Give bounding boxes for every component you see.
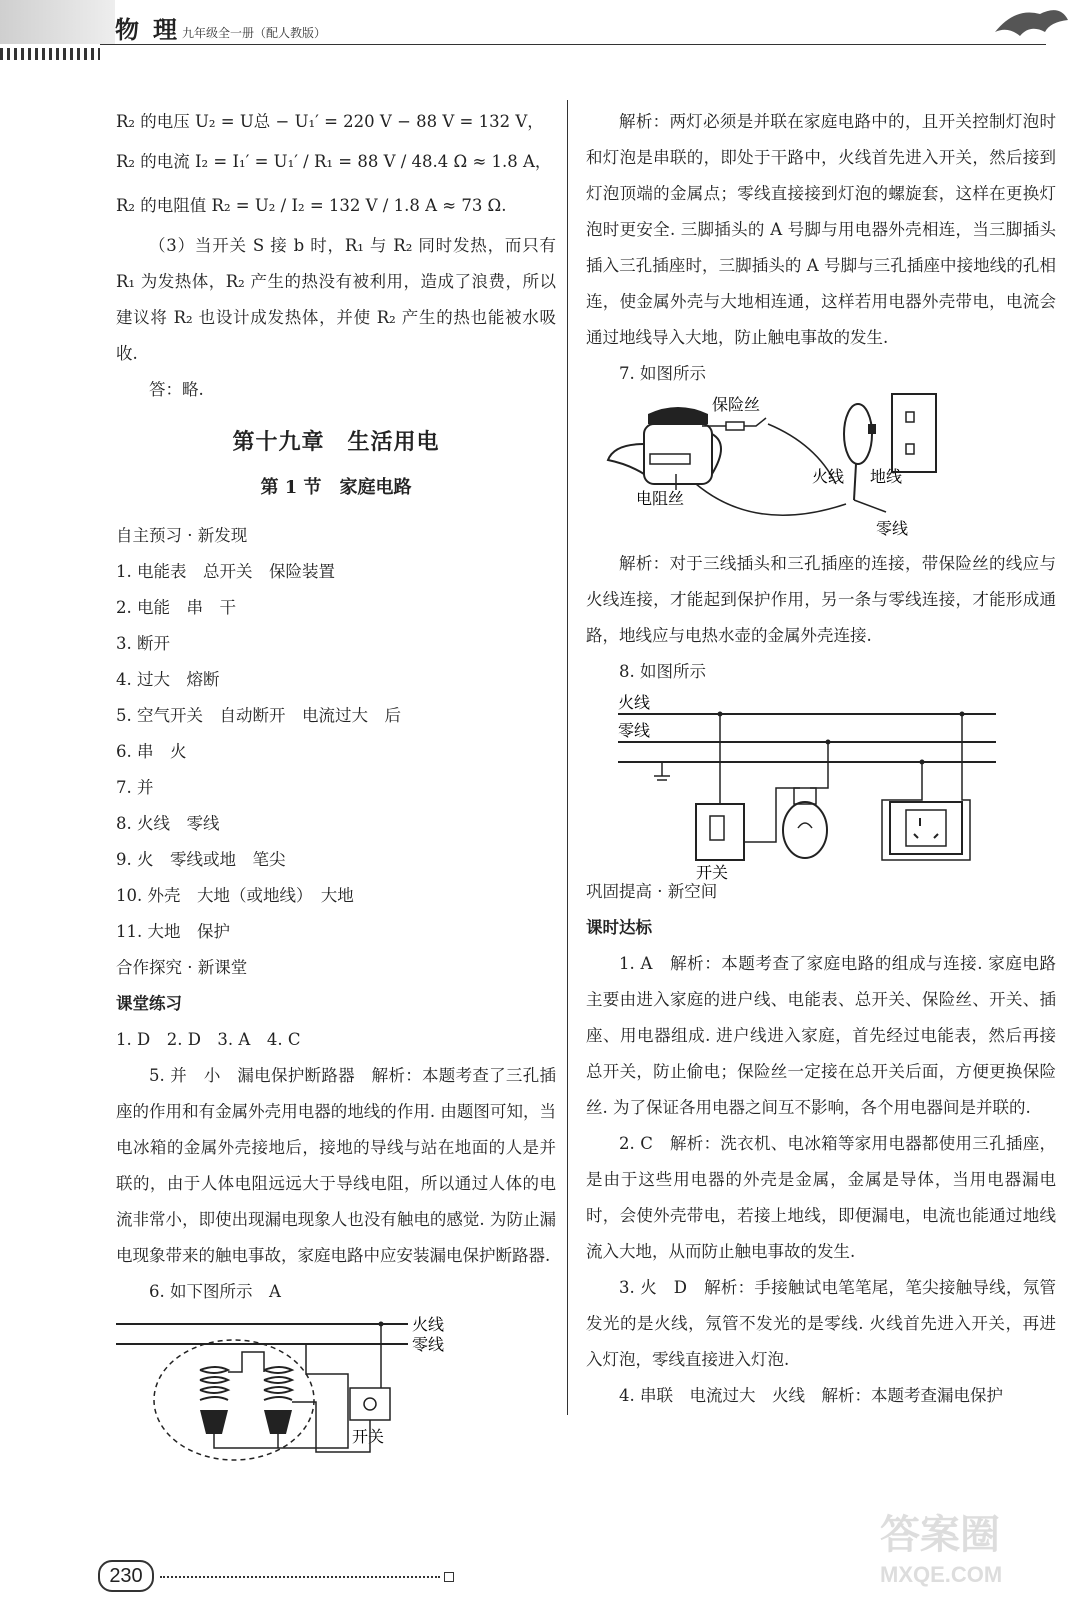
consolidate-title: 巩固提高 · 新空间 (586, 882, 718, 901)
page-header (0, 0, 1086, 60)
fig7-resistor-label: 电阻丝 (636, 489, 685, 508)
right-column (586, 104, 1056, 1414)
page-number: 230 (98, 1560, 154, 1592)
fig7-neutral-label: 零线 (876, 519, 909, 538)
subject-subtitle: 九年级全一册（配人教版） (182, 26, 327, 40)
ground-symbol (654, 762, 670, 780)
footer-dots (160, 1576, 440, 1578)
page-footer (98, 1560, 454, 1592)
watermark-sub: MXQE.COM (880, 1562, 1003, 1587)
list-item: 3. 断开 (116, 634, 170, 653)
subject-title: 物理 (115, 15, 191, 44)
watermark (880, 1515, 1002, 1595)
preview-title: 自主预习 · 新发现 (116, 526, 248, 545)
fig7-live-label: 火线 (812, 467, 845, 486)
list-item: 1. 电能表 总开关 保险装置 (116, 562, 335, 581)
question-8: 8. 如图所示 (619, 662, 706, 681)
fig7-ground-label: 地线 (870, 467, 903, 486)
footer-square (444, 1572, 454, 1582)
header-ticks (0, 48, 100, 60)
list-item: 2. 电能 串 干 (116, 598, 236, 617)
figure-7-kettle (586, 394, 1056, 544)
header-rule (100, 44, 1046, 45)
chapter-title: 第十九章 生活用电 (232, 429, 440, 455)
list-item: 7. 并 (116, 778, 154, 797)
list-item: 8. 火线 零线 (116, 814, 220, 833)
lesson-title: 课时达标 (586, 918, 652, 937)
left-column (116, 104, 556, 1474)
formula-line-1: R₂ 的电压 U₂ = U总 − U₁′ = 220 V − 88 V = 132 V， (116, 112, 544, 131)
section-title: 第 1 节 家庭电路 (260, 477, 412, 498)
paragraph-3: （3）当开关 S 接 b 时，R₁ 与 R₂ 同时发热，而只有 R₁ 为发热体，R₂ 产生的热没有被利用，造成了浪费，所以建议将 R₂ 也设计成发热体，并使 R₂ 产生的热也能被水吸收. (116, 236, 556, 363)
formula-line-2: R₂ 的电流 I₂ = I₁′ = U₁′ / R₁ = 88 V / 48.4 Ω ≈ 1.8 A， (116, 152, 552, 171)
socket-icon (890, 802, 962, 854)
header-gray-band (0, 0, 115, 44)
fig6-neutral-label: 零线 (412, 1335, 445, 1354)
figure-6-circuit (116, 1312, 556, 1472)
fig6-live-label: 火线 (412, 1315, 445, 1334)
figure-8-circuit (586, 692, 1056, 882)
analysis-7: 解析：对于三线插头和三孔插座的连接，带保险丝的线应与火线连接，才能起到保护作用，另一条与零线连接，才能形成通路，地线应与电热水壶的金属外壳连接. (586, 554, 1056, 645)
question-6: 6. 如下图所示 A (149, 1282, 281, 1301)
bulb-icon (200, 1367, 228, 1434)
list-item: 5. 空气开关 自动断开 电流过大 后 (116, 706, 401, 725)
fig8-live-label: 火线 (618, 693, 651, 712)
list-item: 6. 串 火 (116, 742, 187, 761)
list-item: 9. 火 零线或地 笔尖 (116, 850, 286, 869)
fig7-fuse-label: 保险丝 (712, 395, 761, 414)
answer-line: 答：略. (149, 380, 204, 399)
answer-r2: 2. C 解析：洗衣机、电冰箱等家用电器都使用三孔插座，是由于这些用电器的外壳是金属，金属是导体，当用电器漏电时，会使外壳带电，若接上地线，即便漏电，电流也能通过地线流入大地，从而防止触电事故的发生. (586, 1134, 1056, 1261)
fig8-switch-label: 开关 (696, 863, 729, 882)
fig8-switch-box (696, 804, 744, 860)
list-item: 4. 过大 熔断 (116, 670, 220, 689)
bulb-icon (264, 1367, 292, 1434)
list-item: 11. 大地 保护 (116, 922, 230, 941)
column-divider (567, 100, 568, 1415)
formula-line-3: R₂ 的电阻值 R₂ = U₂ / I₂ = 132 V / 1.8 A ≈ 73 Ω. (116, 196, 507, 215)
bulb-icon (783, 788, 827, 858)
question-7: 7. 如图所示 (619, 364, 706, 383)
socket-icon (892, 394, 936, 472)
ginkgo-leaf-icon (990, 2, 1070, 42)
coop-title: 合作探究 · 新课堂 (116, 958, 248, 977)
question-5: 5. 并 小 漏电保护断路器 解析：本题考查了三孔插座的作用和有金属外壳用电器的地线的作用. 由题图可知，当电冰箱的金属外壳接地后，接地的导线与站在地面的人是并联的，由于人体电阻远远大于导线电阻，所以通过人体的电流非常小，即使出现漏电现象人也没有触电的感觉. 为防止漏电现象带来的触电事故，家庭电路中应安装漏电保护断路器. (116, 1066, 556, 1265)
answer-r4: 4. 串联 电流过大 火线 解析：本题考查漏电保护 (619, 1386, 1003, 1405)
answer-r1: 1. A 解析：本题考查了家庭电路的组成与连接. 家庭电路主要由进入家庭的进户线、电能表、总开关、保险丝、开关、插座、用电器组成. 进户线进入家庭，首先经过电能表，然后再接总开关，防止偷电；保险丝一定接在总开关后面，方便更换保险丝. 为了保证各用电器之间互不影响，各个用电器间是并联的. (586, 954, 1056, 1117)
practice-answers: 1. D 2. D 3. A 4. C (116, 1030, 301, 1049)
fig6-switch-box (350, 1388, 390, 1420)
analysis-top: 解析：两灯必须是并联在家庭电路中的，且开关控制灯泡时和灯泡是串联的，即处于干路中，火线首先进入开关，然后接到灯泡顶端的金属点；零线直接接到灯泡的螺旋套，这样在更换灯泡时更安全. 三脚插头的 A 号脚与用电器外壳相连，当三脚插头插入三孔插座时，三脚插头的 A 号脚与三孔插座中接地线的孔相连，使金属外壳与大地相连通，这样若用电器外壳带电，电流会通过地线导入大地，防止触电事故的发生. (586, 112, 1056, 347)
list-item: 10. 外壳 大地（或地线） 大地 (116, 886, 354, 905)
fig6-switch-label: 开关 (352, 1427, 385, 1446)
watermark-main: 答案圈 (880, 1513, 1000, 1557)
fig8-neutral-label: 零线 (618, 721, 651, 740)
answer-r3: 3. 火 D 解析：手接触试电笔笔尾，笔尖接触导线，氖管发光的是火线，氖管不发光的是零线. 火线首先进入开关，再进入灯泡，零线直接进入灯泡. (586, 1278, 1056, 1369)
practice-title: 课堂练习 (116, 994, 182, 1013)
kettle-icon (608, 407, 721, 484)
